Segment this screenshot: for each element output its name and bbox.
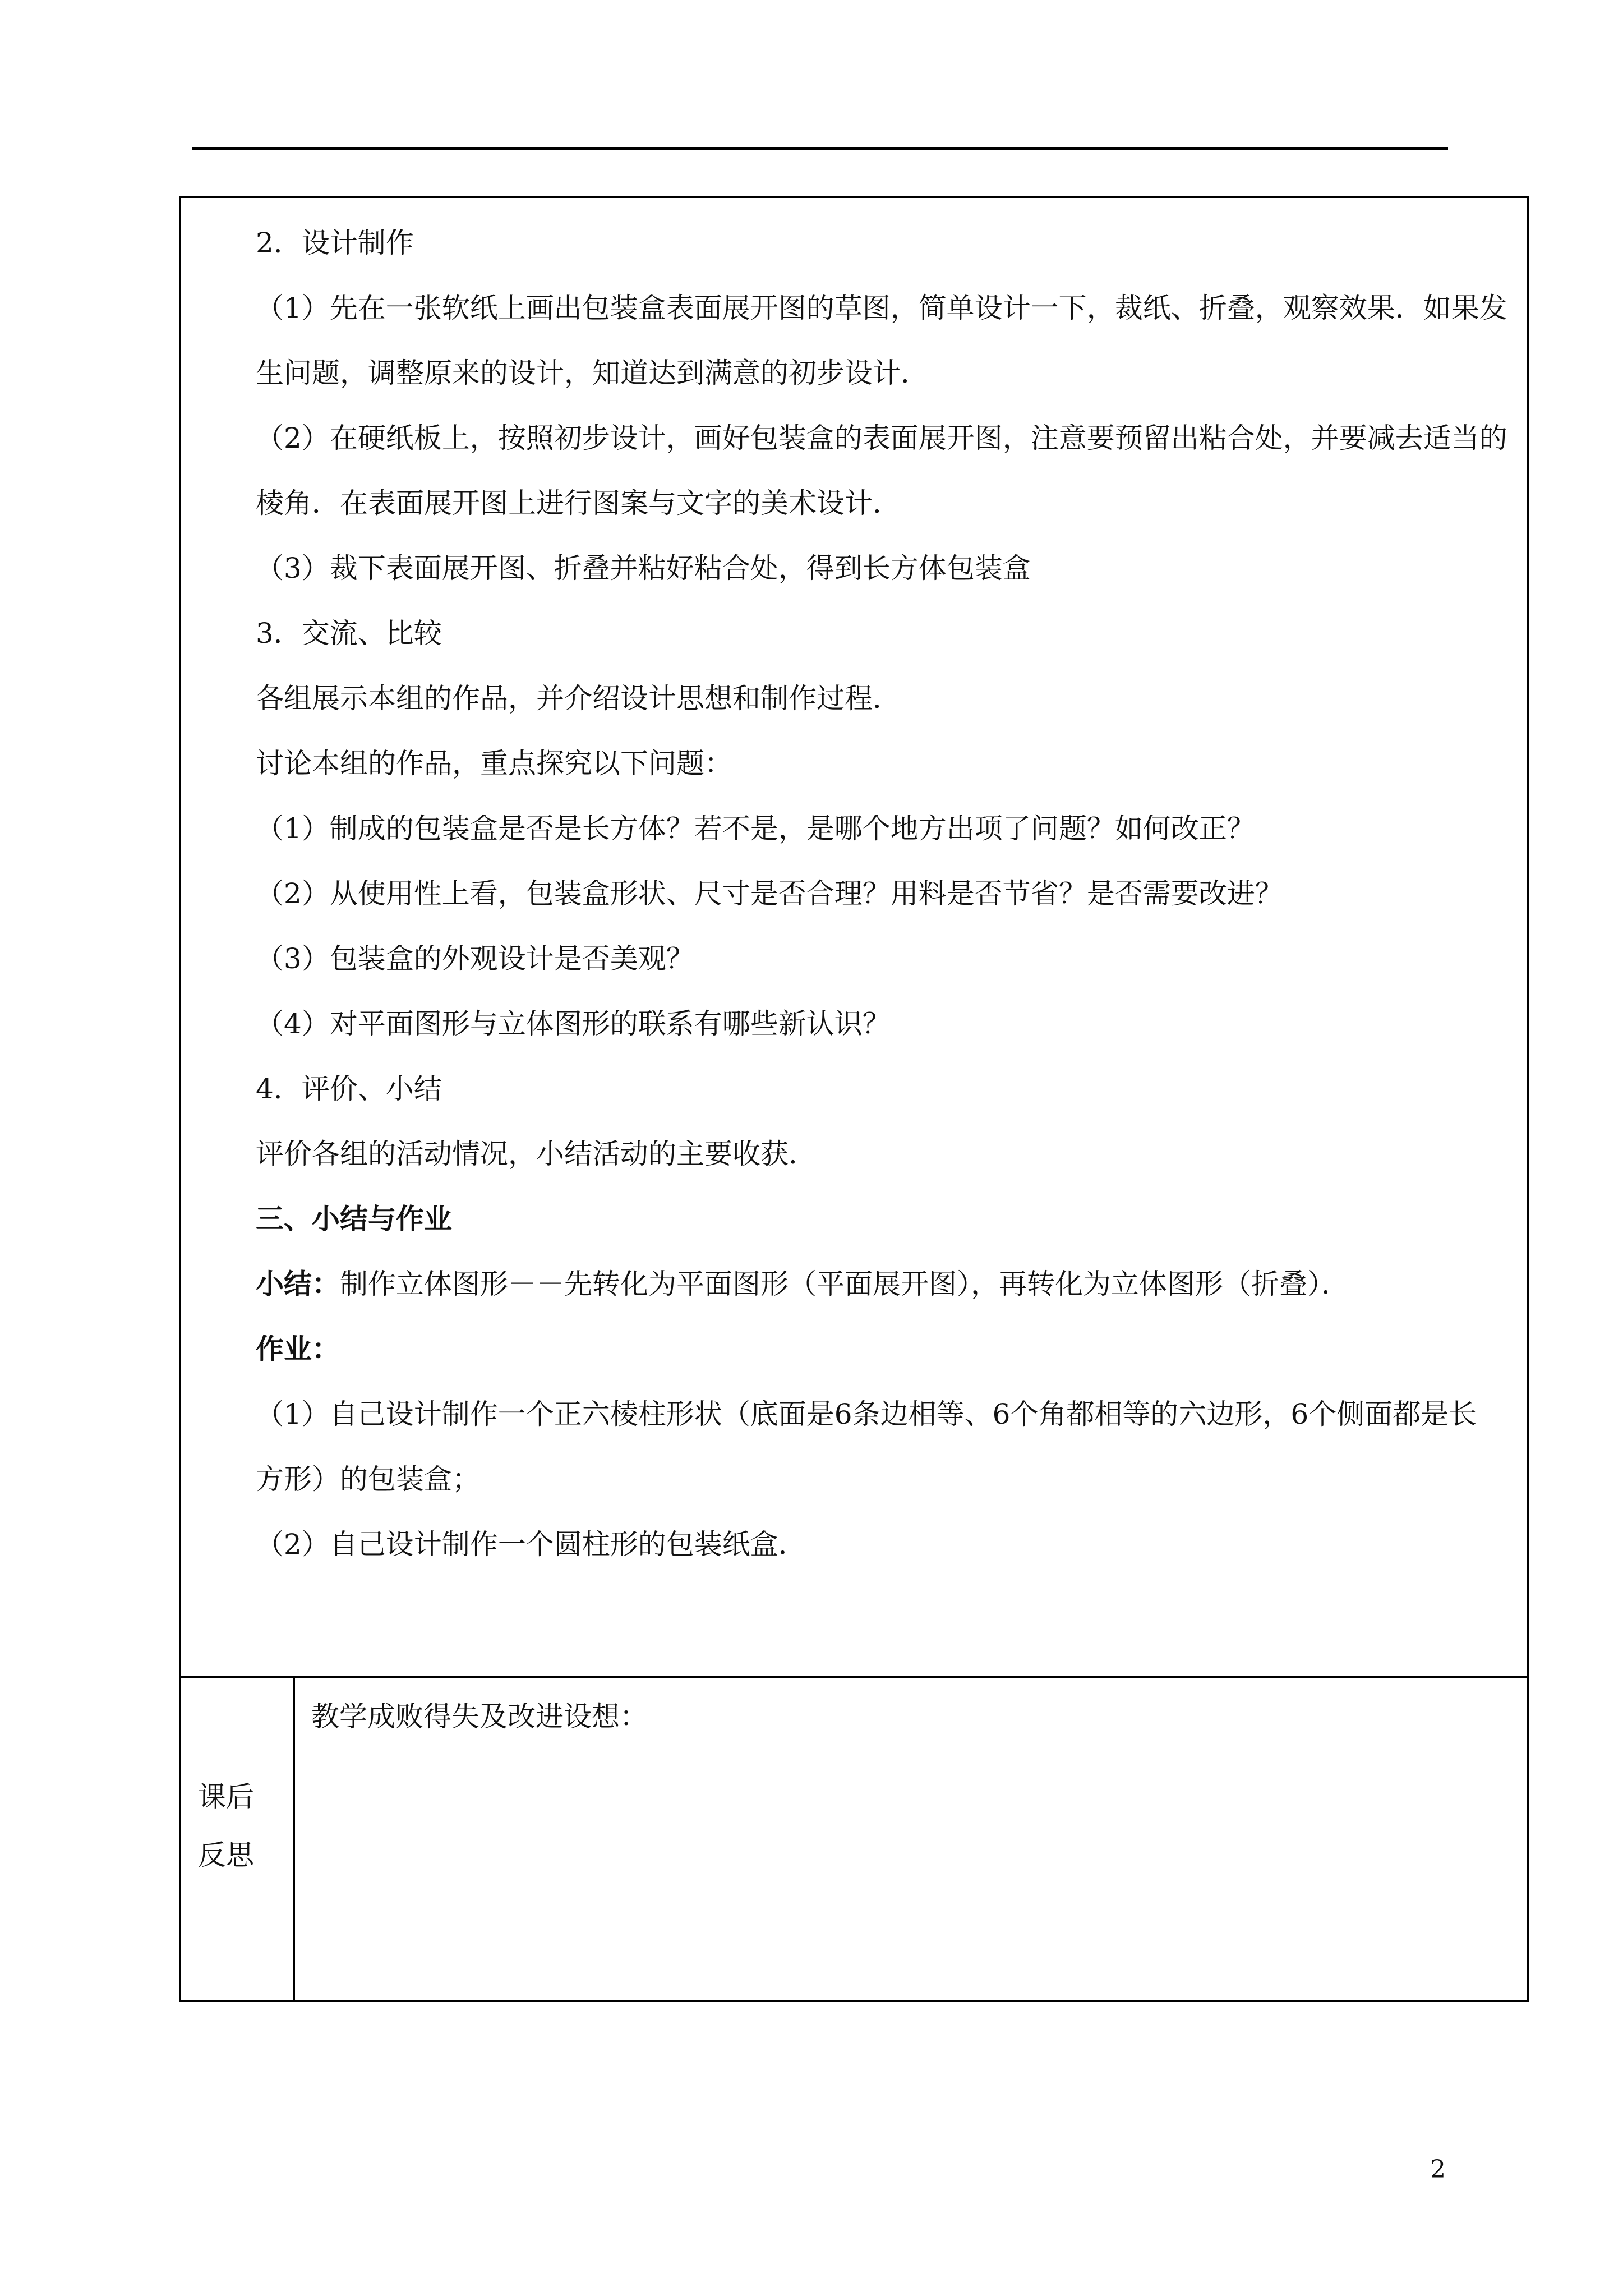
paragraph-line: 生问题，调整原来的设计，知道达到满意的初步设计． bbox=[256, 357, 929, 389]
page-number: 2 bbox=[1430, 2155, 1446, 2184]
homework-label: 作业： bbox=[256, 1332, 340, 1365]
section-heading-evaluate: 4．评价、小结 bbox=[256, 1073, 442, 1105]
section-heading-compare: 3．交流、比较 bbox=[256, 617, 442, 650]
lesson-content bbox=[256, 210, 1518, 1577]
reflection-label-line2: 反思 bbox=[198, 1839, 254, 1871]
reflection-label-line1: 课后 bbox=[198, 1780, 254, 1813]
paragraph-line: （3）裁下表面展开图、折叠并粘好粘合处，得到长方体包装盒 bbox=[256, 552, 1031, 585]
homework-line: 方形）的包装盒； bbox=[256, 1463, 480, 1496]
reflection-box bbox=[179, 1677, 1529, 2002]
summary-text: 制作立体图形－－先转化为平面图形（平面展开图），再转化为立体图形（折叠）． bbox=[340, 1268, 1349, 1300]
paragraph-line: （2）在硬纸板上，按照初步设计，画好包装盒的表面展开图，注意要预留出粘合处，并要减去适当的 bbox=[256, 422, 1507, 454]
reflection-prompt: 教学成败得失及改进设想： bbox=[311, 1700, 648, 1733]
paragraph-line: 棱角．在表面展开图上进行图案与文字的美术设计． bbox=[256, 487, 901, 519]
question-line: （1）制成的包装盒是否是长方体？若不是，是哪个地方出项了问题？如何改正？ bbox=[256, 812, 1255, 845]
homework-line: （1）自己设计制作一个正六棱柱形状（底面是6条边相等、6个角都相等的六边形，6个侧面都是长 bbox=[256, 1398, 1477, 1430]
paragraph-line: （1）先在一张软纸上画出包装盒表面展开图的草图，简单设计一下，裁纸、折叠，观察效果．如果发 bbox=[256, 292, 1507, 324]
section-heading-summary-homework: 三、小结与作业 bbox=[256, 1202, 452, 1235]
paragraph-line: 各组展示本组的作品，并介绍设计思想和制作过程． bbox=[256, 682, 901, 715]
header-rule bbox=[192, 147, 1448, 150]
summary-label: 小结： bbox=[256, 1267, 340, 1300]
summary-line bbox=[256, 1251, 1518, 1317]
question-line: （4）对平面图形与立体图形的联系有哪些新认识？ bbox=[256, 1007, 891, 1040]
lesson-content-box bbox=[179, 196, 1529, 1678]
paragraph-line: 评价各组的活动情况，小结活动的主要收获． bbox=[256, 1138, 817, 1170]
homework-line: （2）自己设计制作一个圆柱形的包装纸盒． bbox=[256, 1528, 806, 1561]
section-heading-design: 2．设计制作 bbox=[256, 227, 414, 259]
reflection-label-cell bbox=[181, 1678, 295, 2000]
question-line: （3）包装盒的外观设计是否美观？ bbox=[256, 942, 694, 975]
paragraph-line: 讨论本组的作品，重点探究以下问题： bbox=[256, 747, 732, 780]
question-line: （2）从使用性上看，包装盒形状、尺寸是否合理？用料是否节省？是否需要改进？ bbox=[256, 877, 1283, 910]
